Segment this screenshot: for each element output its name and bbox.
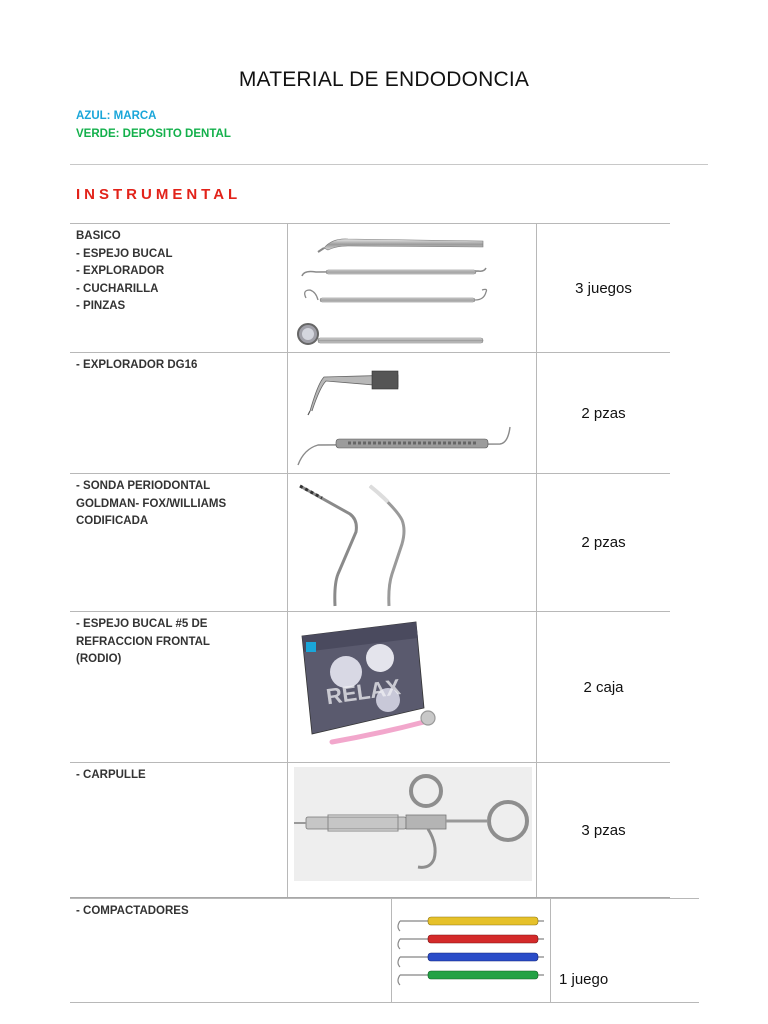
table-row <box>70 353 670 474</box>
quantity: 2 caja <box>537 612 671 763</box>
desc-line: - COMPACTADORES <box>76 905 189 917</box>
table-row <box>70 474 670 612</box>
desc-line: - CARPULLE <box>76 769 146 781</box>
desc-line: - ESPEJO BUCAL <box>76 247 173 260</box>
table-row <box>70 612 670 763</box>
quantity: 1 juego <box>551 899 700 1003</box>
table-row <box>70 224 670 353</box>
quantity: 2 pzas <box>537 353 671 474</box>
quantity: 3 pzas <box>537 763 671 899</box>
instrument-table <box>70 223 670 899</box>
desc-line: - CUCHARILLA <box>76 282 159 295</box>
quantity: 3 juegos <box>537 224 671 353</box>
desc-line: - ESPEJO BUCAL #5 DE <box>76 618 208 630</box>
explorer-dg16-image <box>288 353 537 474</box>
item-description <box>70 899 392 1003</box>
mirror-box-image <box>288 612 537 763</box>
desc-line: - EXPLORADOR <box>76 265 165 277</box>
item-description <box>70 474 288 612</box>
table-row <box>70 763 670 899</box>
item-description <box>70 612 288 763</box>
basic-instruments-image <box>288 224 537 353</box>
legend-brand: AZUL: MARCA <box>76 110 157 122</box>
quantity: 2 pzas <box>537 474 671 612</box>
carpule-syringe-image <box>288 763 537 899</box>
desc-line: - SONDA PERIODONTAL <box>76 480 211 492</box>
divider <box>70 164 708 165</box>
desc-line: GOLDMAN- FOX/WILLIAMS <box>76 497 227 510</box>
desc-line: CODIFICADA <box>76 515 149 527</box>
desc-line: REFRACCION FRONTAL <box>76 635 210 648</box>
section-heading: INSTRUMENTAL <box>76 186 242 203</box>
periodontal-probe-image <box>288 474 537 612</box>
table-row <box>70 899 699 1003</box>
item-description <box>70 763 288 899</box>
desc-line: - PINZAS <box>76 300 126 312</box>
item-description <box>70 353 288 474</box>
compactors-table <box>70 898 699 1003</box>
desc-line: BASICO <box>76 230 121 242</box>
item-description <box>70 224 288 353</box>
page-title: MATERIAL DE ENDODONCIA <box>238 68 530 91</box>
desc-line: (RODIO) <box>76 653 122 665</box>
desc-line: - EXPLORADOR DG16 <box>76 359 198 371</box>
legend-dental-deposit: VERDE: DEPOSITO DENTAL <box>76 128 231 140</box>
compactors-image <box>392 899 551 1003</box>
relax-box-text: RELAX <box>324 674 402 710</box>
